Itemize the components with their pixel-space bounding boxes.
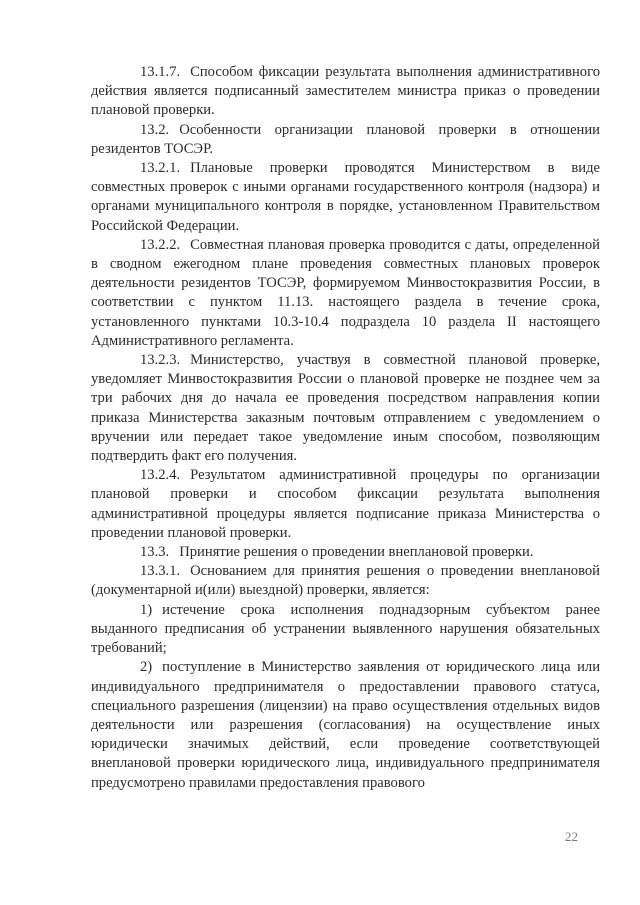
list-item-1 xyxy=(91,601,600,659)
page-number: 22 xyxy=(565,829,578,844)
paragraph-text: Результатом административной процедуры по организации плановой проверки и способом фиксации результата выполнения административной процедуры является подписание приказа Министерства о проведении плановой проверки. xyxy=(91,467,600,541)
paragraph-number: 13.1.7. xyxy=(140,64,181,80)
paragraph-number: 13.3. xyxy=(140,544,170,561)
paragraph-text: Плановые проверки проводятся Министерством в виде совместных проверок с иными органами государственного контроля (надзора) и органами муниципального контроля в порядке, установленном Правительством Российской Федерации. xyxy=(91,160,600,234)
list-item-number: 2) xyxy=(140,659,153,676)
paragraph-text: Совместная плановая проверка проводится с даты, определенной в сводном ежегодном плане проведения совместных плановых проверок деятельности резидентов ТОСЭР, формируемом Минвостокразвития России, в соответствии с пунктом 11.13. настоящего раздела в течение срока, установленного пунктами 10.3-10.4 подраздела 10 раздела II настоящего Административного регламента. xyxy=(91,236,600,349)
paragraph-13-3-1 xyxy=(91,562,600,600)
paragraph-number: 13.2.1. xyxy=(140,160,181,177)
paragraph-number: 13.3.1. xyxy=(140,563,181,580)
paragraph-number: 13.2. xyxy=(140,121,170,138)
paragraph-13-1-7 xyxy=(91,63,600,121)
list-item-2 xyxy=(91,658,600,792)
list-item-text: поступление в Министерство заявления от юридического лица или индивидуального предпринимателя о предоставлении правового статуса, специального разрешения (лицензии) на право осуществления отдельных видов деятельности или разрешения (согласования) на осуществление иных юридически значимых действий, если проведение соответствующей внеплановой проверки юридического лица, индивидуального предпринимателя предусмотрено правилами предоставления правового xyxy=(91,659,600,791)
paragraph-number: 13.2.3. xyxy=(140,352,181,369)
paragraph-13-2-1 xyxy=(91,159,600,236)
paragraph-text: Министерство, участвуя в совместной плановой проверке, уведомляет Минвостокразвития России о плановой проверке не позднее чем за три рабочих дня до начала ее проведения посредством направления копии приказа Министерства заказным почтовым отправлением с уведомлением о вручении или передает такое уведомление иным способом, позволяющим подтвердить факт его получения. xyxy=(91,352,600,465)
list-item-number: 1) xyxy=(140,601,153,618)
paragraph-text: Основанием для принятия решения о проведении внеплановой (документарной и(или) выездной) проверки, является: xyxy=(91,563,600,599)
list-item-text: истечение срока исполнения поднадзорным субъектом ранее выданного предписания об устранении выявленного нарушения обязательных требований; xyxy=(91,601,600,657)
document-body xyxy=(91,63,600,793)
paragraph-text: Принятие решения о проведении внеплановой проверки. xyxy=(179,544,534,561)
paragraph-text: Способом фиксации результата выполнения административного действия является подписанный заместителем министра приказ о проведении плановой проверки. xyxy=(91,64,600,119)
paragraph-13-3 xyxy=(91,543,600,562)
paragraph-13-2-2 xyxy=(91,236,600,351)
paragraph-number: 13.2.4. xyxy=(140,467,181,484)
paragraph-number: 13.2.2. xyxy=(140,236,181,253)
paragraph-text: Особенности организации плановой проверки в отношении резидентов ТОСЭР. xyxy=(91,121,600,157)
paragraph-13-2-3 xyxy=(91,351,600,466)
paragraph-13-2 xyxy=(91,121,600,159)
paragraph-13-2-4 xyxy=(91,466,600,543)
